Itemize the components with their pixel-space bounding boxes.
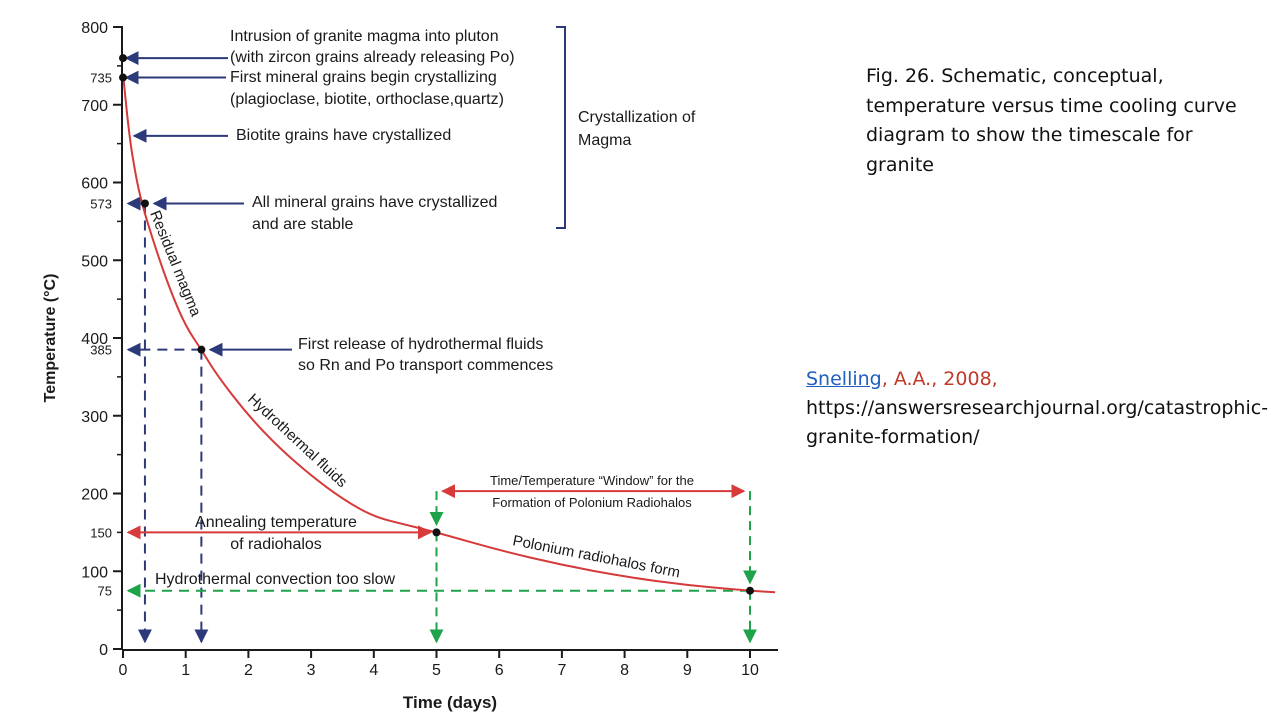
annotation-window-line1: Time/Temperature “Window” for the [490, 473, 694, 488]
annotation-crystallization-line2: Magma [578, 132, 632, 149]
annotation-polonium-form: Polonium radiohalos form [511, 532, 682, 582]
y-special-tick-label: 385 [90, 342, 112, 358]
y-tick-label: 600 [81, 175, 108, 193]
curve-point [119, 74, 127, 82]
annotation-intrusion-line1: Intrusion of granite magma into pluton [230, 28, 499, 45]
annotation-window-line2: Formation of Polonium Radiohalos [492, 495, 692, 510]
y-tick-label: 700 [81, 97, 108, 115]
y-special-tick-label: 75 [97, 583, 112, 599]
curve-point [433, 528, 441, 536]
x-tick-label: 4 [369, 662, 379, 679]
y-tick-label: 200 [81, 486, 108, 504]
figure-caption: Fig. 26. Schematic, conceptual, temperature versus time cooling curve diagram to show the timescale for granite [866, 65, 1237, 176]
x-tick-label: 1 [181, 662, 191, 679]
x-tick-label: 0 [118, 662, 128, 679]
curve-point [197, 346, 205, 354]
annotation-hydrothermal-fluids: Hydrothermal fluids [244, 390, 351, 492]
curve-point [746, 587, 754, 595]
crystallization-bracket [556, 27, 565, 228]
x-tick-label: 6 [494, 662, 504, 679]
annotation-annealing-line2: of radiohalos [230, 536, 322, 553]
citation-url: https://answersresearchjournal.org/catastrophic-granite-formation/ [806, 397, 1269, 448]
annotation-annealing-line1: Annealing temperature [195, 514, 357, 531]
annotation-intrusion-line2: (with zircon grains already releasing Po) [230, 49, 515, 66]
annotation-convection: Hydrothermal convection too slow [155, 571, 396, 588]
y-tick-label: 400 [81, 331, 108, 348]
x-tick-label: 5 [432, 662, 441, 679]
curve-point [141, 199, 149, 207]
y-tick-label: 300 [81, 408, 108, 426]
x-tick-label: 8 [620, 662, 630, 679]
annotation-first-release-line2: so Rn and Po transport commences [298, 357, 554, 374]
annotation-crystallization-line1: Crystallization of [578, 109, 696, 126]
x-tick-label: 2 [243, 662, 253, 679]
annotation-all-grains-line2: and are stable [252, 216, 354, 233]
y-special-tick-label: 573 [90, 196, 112, 212]
annotation-residual-magma: Residual magma [146, 208, 205, 319]
citation-year: , A.A., 2008, [881, 368, 998, 390]
y-tick-label: 100 [81, 564, 108, 582]
annotation-all-grains-line1: All mineral grains have crystallized [252, 194, 498, 211]
citation [806, 365, 1276, 452]
y-special-tick-label: 735 [90, 70, 112, 86]
x-tick-label: 3 [306, 662, 316, 679]
y-tick-label: 800 [81, 20, 108, 37]
x-axis-title: Time (days) [402, 693, 498, 712]
y-tick-label: 500 [81, 253, 108, 271]
x-tick-label: 10 [741, 662, 759, 679]
curve-point [119, 54, 127, 62]
y-axis-title: Temperature (°C) [42, 273, 59, 403]
x-tick-label: 9 [682, 662, 692, 679]
annotation-biotite: Biotite grains have crystallized [236, 127, 452, 144]
annotation-first-release-line1: First release of hydrothermal fluids [298, 336, 544, 353]
y-tick-label: 0 [99, 642, 108, 659]
annotation-first-grains-line2: (plagioclase, biotite, orthoclase,quartz) [230, 91, 504, 108]
annotation-first-grains-line1: First mineral grains begin crystallizing [230, 69, 497, 86]
citation-author-link[interactable]: Snelling [806, 368, 882, 390]
x-tick-label: 7 [557, 662, 567, 679]
y-special-tick-label: 150 [90, 525, 112, 541]
